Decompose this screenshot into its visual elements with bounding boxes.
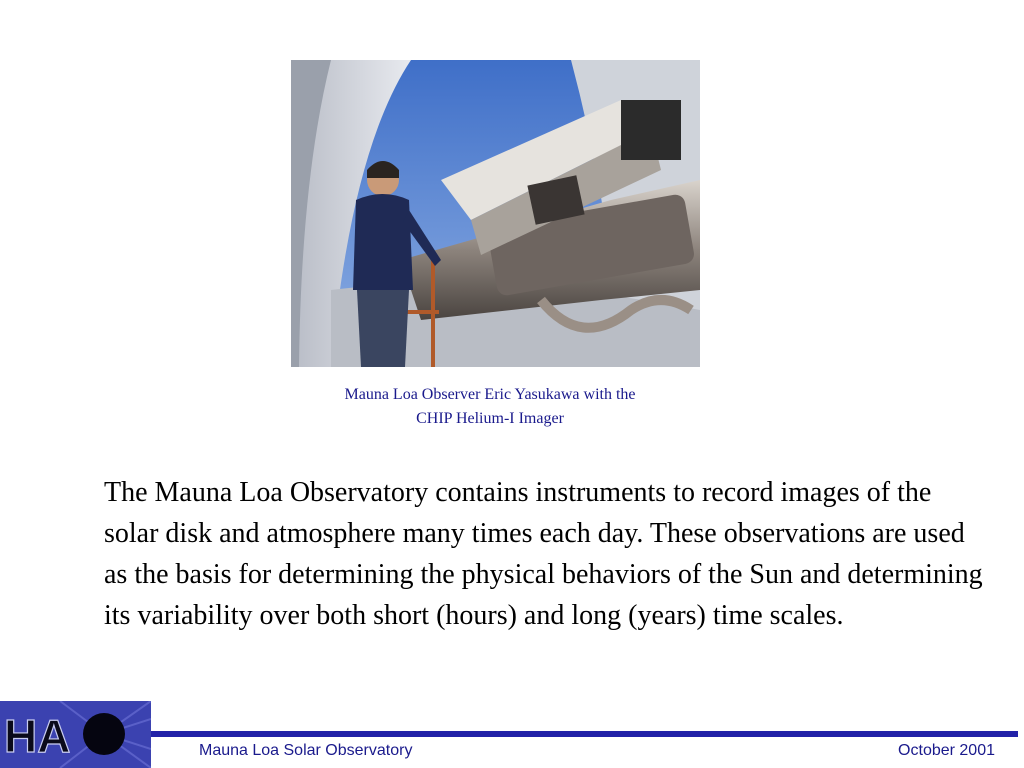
footer-organization: Mauna Loa Solar Observatory [199, 742, 413, 759]
logo-text: HA [4, 710, 71, 762]
footer-date: October 2001 [898, 742, 995, 759]
hao-logo [0, 701, 151, 768]
photo-caption [290, 383, 690, 431]
observer-telescope-photo [291, 60, 700, 367]
caption-line-2: CHIP Helium-I Imager [416, 410, 564, 427]
caption-line-1: Mauna Loa Observer Eric Yasukawa with the [344, 386, 636, 403]
body-paragraph: The Mauna Loa Observatory contains instruments to record images of the solar disk and atmosphere many times each day. These observations are used as the basis for determining the physical behaviors of the Sun and determining its variability over both short (hours) and long (years) time scales. [104, 477, 983, 631]
footer-divider [151, 731, 1018, 737]
